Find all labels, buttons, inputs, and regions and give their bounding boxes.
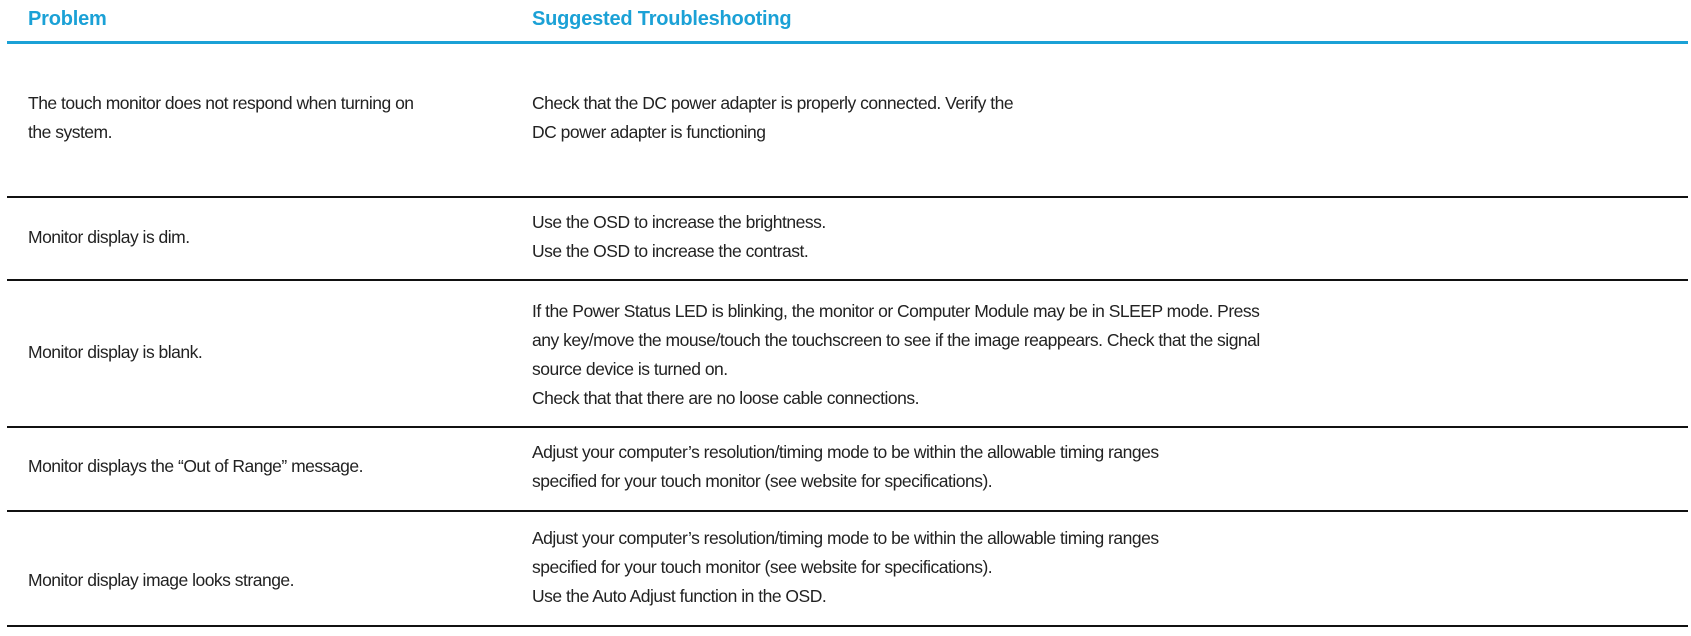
solution-cell: Check that the DC power adapter is properly connected. Verify the DC power adapter is functioning xyxy=(532,93,1014,142)
problem-cell: Monitor display image looks strange. xyxy=(28,570,295,590)
table-row xyxy=(7,428,1688,512)
problem-cell: Monitor display is blank. xyxy=(28,342,203,362)
table-row xyxy=(7,44,1688,198)
table-row xyxy=(7,512,1688,627)
table-header xyxy=(7,0,1688,44)
solution-cell: Use the OSD to increase the brightness. Use the OSD to increase the contrast. xyxy=(532,212,826,261)
column-header-problem: Problem xyxy=(28,8,107,30)
column-header-suggested-troubleshooting: Suggested Troubleshooting xyxy=(532,8,792,30)
table-row xyxy=(7,281,1688,428)
solution-cell: If the Power Status LED is blinking, the monitor or Computer Module may be in SLEEP mode. Press any key/move the mouse/touch the touchscreen to see if the image reappears. Check that the signal source device is turned on. Check that that there are no loose cable connections. xyxy=(532,301,1260,408)
problem-cell: Monitor display is dim. xyxy=(28,227,190,247)
problem-cell: The touch monitor does not respond when turning on the system. xyxy=(28,93,414,142)
solution-cell: Adjust your computer’s resolution/timing mode to be within the allowable timing ranges specified for your touch monitor (see website for specifications). xyxy=(532,442,1159,491)
solution-cell: Adjust your computer’s resolution/timing mode to be within the allowable timing ranges specified for your touch monitor (see website for specifications). Use the Auto Adjust function in the OSD. xyxy=(532,528,1159,606)
problem-cell: Monitor displays the “Out of Range” message. xyxy=(28,456,363,476)
table-row xyxy=(7,198,1688,281)
